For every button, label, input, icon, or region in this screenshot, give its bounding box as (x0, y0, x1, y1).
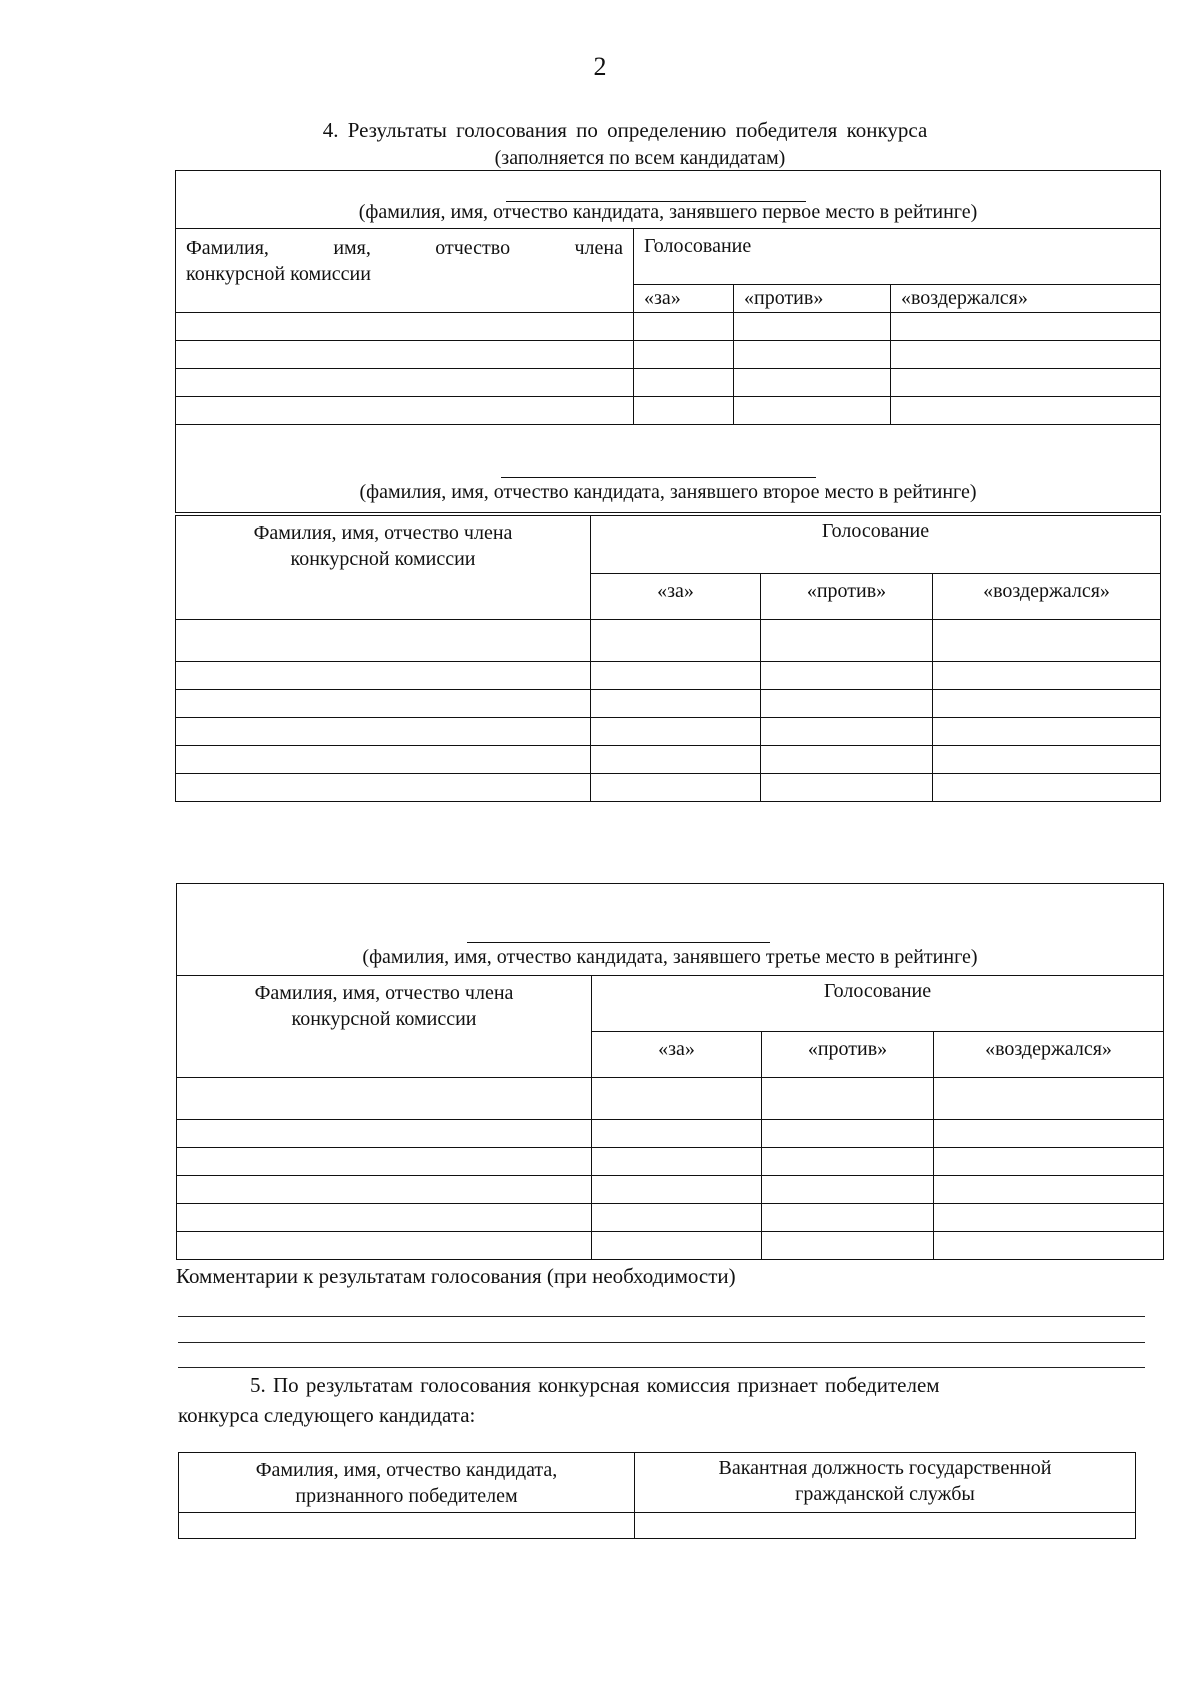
table-row (179, 1513, 1136, 1539)
comments-label: Комментарии к результатам голосования (при необходимости) (176, 1264, 736, 1288)
second-place-caption: (фамилия, имя, отчество кандидата, занявшего второе место в рейтинге) (359, 481, 977, 503)
table-row (177, 1078, 1164, 1120)
section-5-text: 5. По результатам голосования конкурсная комиссия признает победителем (250, 1373, 940, 1397)
member-header: Фамилия, имя, отчество члена конкурсной комиссии (176, 229, 634, 313)
table-row (176, 313, 1161, 341)
comments-line (178, 1367, 1145, 1368)
winner-table (178, 1452, 1136, 1539)
winner-name-header: Фамилия, имя, отчество кандидата, признанного победителем (179, 1453, 635, 1513)
third-place-caption: (фамилия, имя, отчество кандидата, занявшего третье место в рейтинге) (362, 946, 978, 968)
voting-header: Голосование (591, 516, 1161, 574)
table-row (176, 341, 1161, 369)
first-place-caption: (фамилия, имя, отчество кандидата, занявшего первое место в рейтинге) (358, 201, 978, 223)
table-row (176, 690, 1161, 718)
vote-abstain-header: «воздержался» (891, 285, 1161, 313)
section-4-subtitle: (заполняется по всем кандидатам) (494, 147, 786, 169)
second-place-candidate-cell (176, 425, 1161, 513)
third-place-candidate-cell (177, 884, 1164, 976)
vote-for-header: «за» (592, 1032, 762, 1078)
table-row (177, 1148, 1164, 1176)
vote-for-header: «за» (634, 285, 734, 313)
third-place-voting-table (176, 883, 1164, 1260)
voting-header: Голосование (634, 229, 1161, 285)
member-header: Фамилия, имя, отчество члена конкурсной комиссии (177, 976, 592, 1078)
table-row (176, 662, 1161, 690)
vote-for-header: «за» (591, 574, 761, 620)
vote-abstain-header: «воздержался» (933, 574, 1161, 620)
second-place-voting-table (175, 515, 1161, 802)
first-place-voting-table (175, 170, 1161, 513)
table-row (176, 397, 1161, 425)
table-row (176, 746, 1161, 774)
vote-abstain-header: «воздержался» (934, 1032, 1164, 1078)
table-row (176, 369, 1161, 397)
table-row (177, 1176, 1164, 1204)
table-row (177, 1204, 1164, 1232)
table-row (176, 774, 1161, 802)
voting-header: Голосование (592, 976, 1164, 1032)
first-place-candidate-cell (176, 171, 1161, 229)
candidate-name-line (501, 477, 816, 478)
section-4-title: 4. Результаты голосования по определению победителя конкурса (322, 118, 928, 142)
vote-against-header: «против» (762, 1032, 934, 1078)
candidate-name-line (467, 942, 770, 943)
member-header: Фамилия, имя, отчество члена конкурсной комиссии (176, 516, 591, 620)
comments-line (178, 1316, 1145, 1317)
vacancy-header: Вакантная должность государственной гражданской службы (635, 1453, 1136, 1513)
table-row (177, 1232, 1164, 1260)
page-number: 2 (593, 52, 607, 81)
vote-against-header: «против» (734, 285, 891, 313)
table-row (177, 1120, 1164, 1148)
comments-line (178, 1342, 1145, 1343)
vote-against-header: «против» (761, 574, 933, 620)
table-row (176, 718, 1161, 746)
table-row (176, 620, 1161, 662)
section-5-text-cont: конкурса следующего кандидата: (178, 1403, 476, 1427)
